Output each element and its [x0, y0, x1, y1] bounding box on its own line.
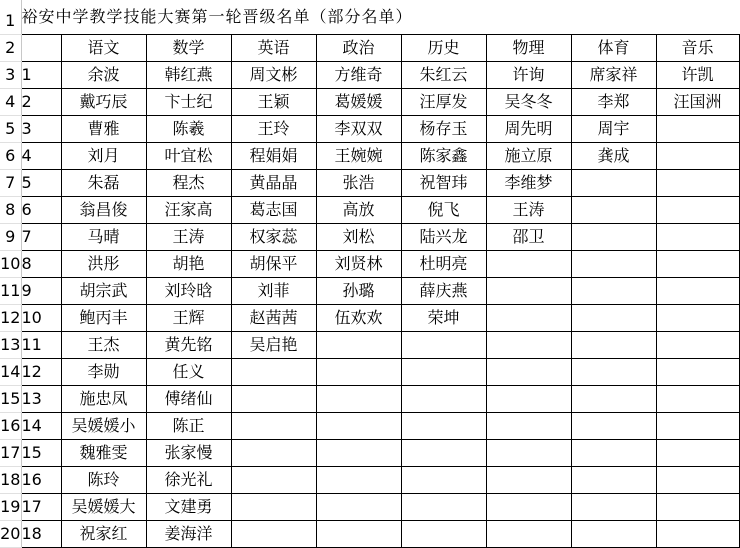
name-cell[interactable]: 李郑 — [571, 89, 656, 116]
name-cell[interactable]: 荣坤 — [401, 305, 486, 332]
name-cell[interactable]: 傅绪仙 — [146, 386, 231, 413]
name-cell[interactable]: 胡保平 — [231, 251, 316, 278]
name-cell[interactable]: 赵茜茜 — [231, 305, 316, 332]
name-cell[interactable] — [401, 494, 486, 521]
name-cell[interactable]: 胡艳 — [146, 251, 231, 278]
row-header: 12 — [0, 305, 21, 332]
name-cell[interactable] — [571, 278, 656, 305]
name-cell[interactable]: 王涛 — [146, 224, 231, 251]
name-cell[interactable] — [486, 278, 571, 305]
table-row — [0, 143, 739, 170]
name-cell[interactable] — [656, 440, 739, 467]
name-cell[interactable] — [656, 413, 739, 440]
corner-cell[interactable] — [21, 35, 61, 62]
column-header-cell[interactable]: 数学 — [146, 35, 231, 62]
name-cell[interactable] — [486, 494, 571, 521]
column-header-cell[interactable]: 音乐 — [656, 35, 739, 62]
name-cell[interactable]: 孙璐 — [316, 278, 401, 305]
name-cell[interactable]: 陈羲 — [146, 116, 231, 143]
index-cell[interactable]: 2 — [21, 89, 61, 116]
name-cell[interactable] — [656, 467, 739, 494]
name-cell[interactable]: 吴启艳 — [231, 332, 316, 359]
header-row — [0, 35, 739, 62]
name-cell[interactable] — [571, 359, 656, 386]
name-cell[interactable] — [656, 386, 739, 413]
table-row — [0, 440, 739, 467]
name-cell[interactable]: 吴冬冬 — [486, 89, 571, 116]
name-cell[interactable]: 曹雅 — [61, 116, 146, 143]
table-row — [0, 332, 739, 359]
index-cell[interactable]: 18 — [21, 521, 61, 548]
name-cell[interactable] — [316, 332, 401, 359]
name-cell[interactable] — [401, 467, 486, 494]
name-cell[interactable] — [401, 386, 486, 413]
name-cell[interactable] — [316, 440, 401, 467]
name-cell[interactable] — [656, 251, 739, 278]
name-cell[interactable]: 周宇 — [571, 116, 656, 143]
index-cell[interactable]: 16 — [21, 467, 61, 494]
row-header: 20 — [0, 521, 21, 548]
name-cell[interactable]: 杜明亮 — [401, 251, 486, 278]
name-cell[interactable]: 薛庆燕 — [401, 278, 486, 305]
name-cell[interactable] — [656, 305, 739, 332]
name-cell[interactable]: 席家祥 — [571, 62, 656, 89]
name-cell[interactable] — [571, 197, 656, 224]
name-cell[interactable]: 韩红燕 — [146, 62, 231, 89]
index-cell[interactable]: 12 — [21, 359, 61, 386]
name-cell[interactable]: 张浩 — [316, 170, 401, 197]
name-cell[interactable]: 翁昌俊 — [61, 197, 146, 224]
table-row — [0, 413, 739, 440]
name-cell[interactable]: 许凯 — [656, 62, 739, 89]
name-cell[interactable]: 葛媛媛 — [316, 89, 401, 116]
name-cell[interactable]: 刘月 — [61, 143, 146, 170]
name-cell[interactable] — [656, 521, 739, 548]
name-cell[interactable]: 伍欢欢 — [316, 305, 401, 332]
name-cell[interactable]: 朱红云 — [401, 62, 486, 89]
row-header: 13 — [0, 332, 21, 359]
index-cell[interactable]: 15 — [21, 440, 61, 467]
name-cell[interactable] — [231, 521, 316, 548]
name-cell[interactable] — [656, 143, 739, 170]
name-cell[interactable] — [571, 305, 656, 332]
name-cell[interactable]: 刘菲 — [231, 278, 316, 305]
name-cell[interactable] — [231, 494, 316, 521]
name-cell[interactable]: 杨存玉 — [401, 116, 486, 143]
name-cell[interactable]: 余波 — [61, 62, 146, 89]
index-cell[interactable]: 11 — [21, 332, 61, 359]
name-cell[interactable] — [401, 332, 486, 359]
name-cell[interactable] — [486, 251, 571, 278]
title-row — [0, 0, 739, 35]
name-cell[interactable]: 黄先铭 — [146, 332, 231, 359]
name-cell[interactable]: 汪家高 — [146, 197, 231, 224]
name-cell[interactable] — [401, 521, 486, 548]
name-cell[interactable]: 王涛 — [486, 197, 571, 224]
table-row — [0, 62, 739, 89]
name-cell[interactable]: 李维梦 — [486, 170, 571, 197]
table-row — [0, 224, 739, 251]
name-cell[interactable] — [571, 521, 656, 548]
name-cell[interactable]: 陈正 — [146, 413, 231, 440]
name-cell[interactable] — [571, 440, 656, 467]
name-cell[interactable]: 许询 — [486, 62, 571, 89]
index-cell[interactable]: 13 — [21, 386, 61, 413]
name-cell[interactable] — [656, 116, 739, 143]
name-cell[interactable] — [486, 305, 571, 332]
sheet-title[interactable]: 裕安中学教学技能大赛第一轮晋级名单（部分名单） — [21, 0, 739, 35]
table-row — [0, 359, 739, 386]
table-row — [0, 89, 739, 116]
table-row — [0, 197, 739, 224]
name-cell[interactable]: 王婉婉 — [316, 143, 401, 170]
name-cell[interactable] — [316, 413, 401, 440]
name-cell[interactable]: 陈家鑫 — [401, 143, 486, 170]
index-cell[interactable]: 17 — [21, 494, 61, 521]
name-cell[interactable]: 陈玲 — [61, 467, 146, 494]
name-cell[interactable]: 任义 — [146, 359, 231, 386]
name-cell[interactable]: 胡宗武 — [61, 278, 146, 305]
index-cell[interactable]: 5 — [21, 170, 61, 197]
name-cell[interactable]: 汪国洲 — [656, 89, 739, 116]
name-cell[interactable] — [486, 413, 571, 440]
name-cell[interactable]: 施立原 — [486, 143, 571, 170]
name-cell[interactable]: 卞士纪 — [146, 89, 231, 116]
name-cell[interactable] — [486, 386, 571, 413]
name-cell[interactable] — [656, 359, 739, 386]
name-cell[interactable] — [316, 386, 401, 413]
name-cell[interactable]: 张家慢 — [146, 440, 231, 467]
index-cell[interactable]: 8 — [21, 251, 61, 278]
name-cell[interactable]: 叶宜松 — [146, 143, 231, 170]
row-header: 11 — [0, 278, 21, 305]
name-cell[interactable]: 徐光礼 — [146, 467, 231, 494]
row-header: 7 — [0, 170, 21, 197]
row-header: 2 — [0, 35, 21, 62]
name-cell[interactable] — [656, 170, 739, 197]
row-header: 10 — [0, 251, 21, 278]
name-cell[interactable] — [656, 332, 739, 359]
name-cell[interactable]: 陆兴龙 — [401, 224, 486, 251]
name-cell[interactable]: 权家蕊 — [231, 224, 316, 251]
name-cell[interactable]: 刘松 — [316, 224, 401, 251]
table-row — [0, 170, 739, 197]
table-row — [0, 467, 739, 494]
table-row — [0, 521, 739, 548]
name-cell[interactable]: 李勋 — [61, 359, 146, 386]
name-cell[interactable]: 方维奇 — [316, 62, 401, 89]
name-cell[interactable]: 周先明 — [486, 116, 571, 143]
name-cell[interactable]: 高放 — [316, 197, 401, 224]
name-cell[interactable]: 王杰 — [61, 332, 146, 359]
name-cell[interactable] — [231, 359, 316, 386]
name-cell[interactable] — [656, 224, 739, 251]
name-cell[interactable] — [316, 467, 401, 494]
name-cell[interactable] — [231, 386, 316, 413]
name-cell[interactable]: 文建勇 — [146, 494, 231, 521]
name-cell[interactable] — [486, 440, 571, 467]
column-header-cell[interactable]: 英语 — [231, 35, 316, 62]
name-cell[interactable] — [656, 197, 739, 224]
row-header: 5 — [0, 116, 21, 143]
name-cell[interactable] — [571, 332, 656, 359]
table-row — [0, 494, 739, 521]
table-row — [0, 251, 739, 278]
index-cell[interactable]: 14 — [21, 413, 61, 440]
name-cell[interactable]: 洪彤 — [61, 251, 146, 278]
name-cell[interactable] — [486, 359, 571, 386]
name-cell[interactable]: 吴媛媛小 — [61, 413, 146, 440]
name-cell[interactable] — [571, 251, 656, 278]
name-cell[interactable] — [571, 413, 656, 440]
row-header: 6 — [0, 143, 21, 170]
column-header-cell[interactable]: 体育 — [571, 35, 656, 62]
name-cell[interactable]: 魏雅雯 — [61, 440, 146, 467]
name-cell[interactable] — [401, 359, 486, 386]
index-cell[interactable]: 7 — [21, 224, 61, 251]
row-header: 15 — [0, 386, 21, 413]
name-cell[interactable]: 王玲 — [231, 116, 316, 143]
row-header: 17 — [0, 440, 21, 467]
name-cell[interactable] — [571, 170, 656, 197]
index-cell[interactable]: 6 — [21, 197, 61, 224]
name-cell[interactable]: 王颖 — [231, 89, 316, 116]
name-cell[interactable]: 吴媛媛大 — [61, 494, 146, 521]
name-cell[interactable] — [231, 467, 316, 494]
name-cell[interactable] — [571, 386, 656, 413]
row-header: 4 — [0, 89, 21, 116]
name-cell[interactable]: 马晴 — [61, 224, 146, 251]
name-cell[interactable]: 祝智玮 — [401, 170, 486, 197]
name-cell[interactable]: 刘贤林 — [316, 251, 401, 278]
name-cell[interactable] — [231, 413, 316, 440]
name-cell[interactable] — [401, 413, 486, 440]
row-header: 19 — [0, 494, 21, 521]
name-cell[interactable]: 朱磊 — [61, 170, 146, 197]
name-cell[interactable] — [656, 494, 739, 521]
name-cell[interactable]: 倪飞 — [401, 197, 486, 224]
name-cell[interactable]: 程杰 — [146, 170, 231, 197]
name-cell[interactable] — [571, 224, 656, 251]
table-row — [0, 386, 739, 413]
index-cell[interactable]: 9 — [21, 278, 61, 305]
table-row — [0, 278, 739, 305]
row-header: 8 — [0, 197, 21, 224]
index-cell[interactable]: 1 — [21, 62, 61, 89]
name-cell[interactable]: 周文彬 — [231, 62, 316, 89]
row-header: 9 — [0, 224, 21, 251]
column-header-cell[interactable]: 物理 — [486, 35, 571, 62]
name-cell[interactable]: 黄晶晶 — [231, 170, 316, 197]
index-cell[interactable]: 4 — [21, 143, 61, 170]
name-cell[interactable]: 王辉 — [146, 305, 231, 332]
name-cell[interactable] — [571, 467, 656, 494]
row-header: 16 — [0, 413, 21, 440]
row-header: 18 — [0, 467, 21, 494]
name-cell[interactable]: 祝家红 — [61, 521, 146, 548]
name-cell[interactable]: 刘玲晗 — [146, 278, 231, 305]
name-cell[interactable]: 戴巧辰 — [61, 89, 146, 116]
name-cell[interactable] — [401, 440, 486, 467]
name-cell[interactable]: 龚成 — [571, 143, 656, 170]
name-cell[interactable]: 汪厚发 — [401, 89, 486, 116]
table-row — [0, 116, 739, 143]
index-cell[interactable]: 10 — [21, 305, 61, 332]
name-cell[interactable]: 葛志国 — [231, 197, 316, 224]
name-cell[interactable]: 李双双 — [316, 116, 401, 143]
row-header: 1 — [0, 0, 21, 35]
name-cell[interactable] — [486, 332, 571, 359]
column-header-cell[interactable]: 语文 — [61, 35, 146, 62]
name-cell[interactable] — [656, 278, 739, 305]
name-cell[interactable] — [316, 359, 401, 386]
name-cell[interactable]: 邵卫 — [486, 224, 571, 251]
name-cell[interactable] — [571, 494, 656, 521]
table-row — [0, 305, 739, 332]
name-cell[interactable] — [486, 521, 571, 548]
name-cell[interactable]: 鲍丙丰 — [61, 305, 146, 332]
name-cell[interactable]: 程娟娟 — [231, 143, 316, 170]
name-cell[interactable] — [231, 440, 316, 467]
name-cell[interactable] — [486, 467, 571, 494]
name-cell[interactable]: 施忠凤 — [61, 386, 146, 413]
name-cell[interactable]: 姜海洋 — [146, 521, 231, 548]
index-cell[interactable]: 3 — [21, 116, 61, 143]
column-header-cell[interactable]: 历史 — [401, 35, 486, 62]
row-header: 3 — [0, 62, 21, 89]
column-header-cell[interactable]: 政治 — [316, 35, 401, 62]
row-header: 14 — [0, 359, 21, 386]
name-cell[interactable] — [316, 494, 401, 521]
name-cell[interactable] — [316, 521, 401, 548]
